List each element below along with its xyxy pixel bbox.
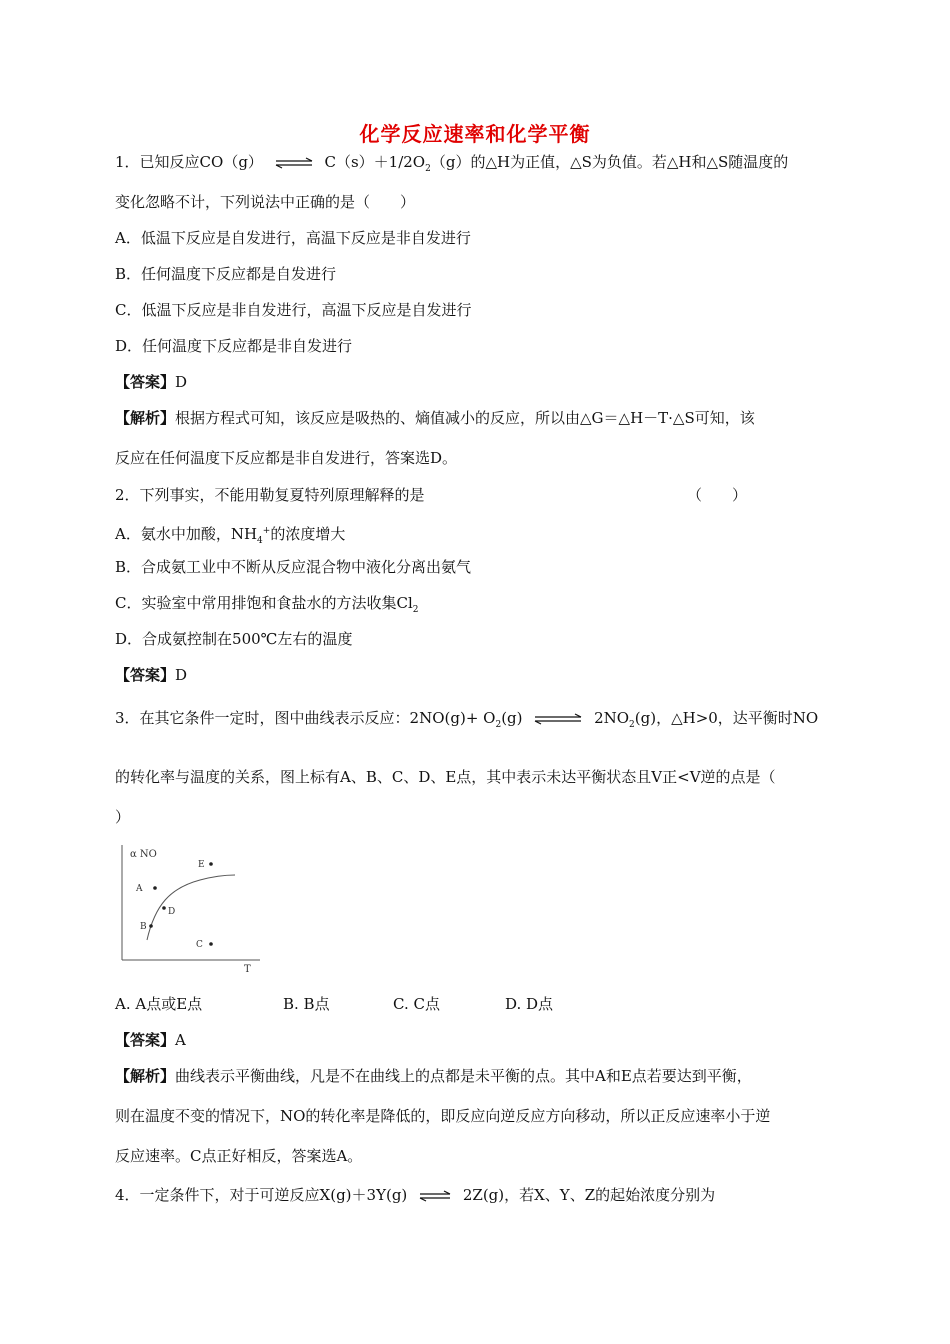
point-a bbox=[153, 886, 157, 890]
q2-option-d: D．合成氨控制在500℃左右的温度 bbox=[115, 630, 353, 648]
q2-option-b: B．合成氨工业中不断从反应混合物中液化分离出氨气 bbox=[115, 558, 472, 576]
point-e-label: E bbox=[198, 860, 205, 870]
q3-answer: 【答案】A bbox=[115, 1031, 186, 1049]
q1-analysis-line1: 【解析】根据方程式可知，该反应是吸热的、熵值减小的反应，所以由△G＝△H－T·△S可知，该 bbox=[115, 409, 755, 427]
q3-stem-line2: 的转化率与温度的关系，图上标有A、B、C、D、E点，其中表示未达平衡状态且V正<V逆的点是（ bbox=[115, 768, 776, 786]
q3-analysis-line1: 【解析】曲线表示平衡曲线，凡是不在曲线上的点都是未平衡的点。其中A和E点若要达到平衡， bbox=[115, 1067, 752, 1085]
x-axis-label: T bbox=[244, 964, 251, 975]
q2-option-a: A．氨水中加酸，$NH_4^+$的浓度增大 bbox=[115, 525, 346, 546]
point-b-label: B bbox=[140, 922, 147, 932]
point-d-label: D bbox=[168, 907, 176, 917]
q3-stem-line3: ） bbox=[115, 808, 131, 826]
q3-analysis-line3: 反应速率。C点正好相反，答案选A。 bbox=[115, 1147, 363, 1165]
equilibrium-arrow-icon bbox=[274, 157, 314, 169]
q1-option-b: B．任何温度下反应都是自发进行 bbox=[115, 265, 337, 283]
point-e bbox=[209, 862, 213, 866]
q1-option-c: C．低温下反应是非自发进行，高温下反应是自发进行 bbox=[115, 301, 472, 319]
q1-analysis-line2: 反应在任何温度下反应都是非自发进行，答案选D。 bbox=[115, 449, 458, 467]
point-a-label: A bbox=[136, 884, 143, 894]
conversion-temperature-graph bbox=[110, 840, 270, 975]
q1-stem-line1: 1．已知反应CO（g） $C(s)+1/2O_2(g)$的△H为正值，△S为负值。若△H和△S随温度的 bbox=[115, 153, 789, 174]
point-b bbox=[149, 924, 153, 928]
q2-stem: 2．下列事实，不能用勒复夏特列原理解释的是 （ ） bbox=[115, 486, 747, 504]
equilibrium-arrow-icon bbox=[533, 713, 583, 725]
point-c bbox=[209, 942, 213, 946]
equilibrium-arrow-icon bbox=[418, 1190, 452, 1202]
q3-choice-b: B. B点 bbox=[283, 995, 330, 1013]
q1-answer: 【答案】D bbox=[115, 373, 188, 391]
equilibrium-curve bbox=[147, 875, 235, 940]
point-c-label: C bbox=[196, 940, 203, 950]
y-axis-label: α NO bbox=[130, 849, 157, 860]
q2-answer: 【答案】D bbox=[115, 666, 188, 684]
q3-stem-line1: 3．在其它条件一定时，图中曲线表示反应：$2NO(g)+ O_2(g)$ $2NO_2(g)$，△H>0，达平衡时NO bbox=[115, 709, 819, 730]
q3-choices bbox=[115, 994, 553, 1014]
point-d bbox=[162, 906, 166, 910]
page-title: 化学反应速率和化学平衡 bbox=[359, 122, 591, 146]
q3-analysis-line2: 则在温度不变的情况下，NO的转化率是降低的，即反应向逆反应方向移动，所以正反应速率小于逆 bbox=[115, 1107, 771, 1125]
q4-stem-line1: 4．一定条件下，对于可逆反应X(g)＋3Y(g) 2Z(g)，若X、Y、Z的起始浓度分别为 bbox=[115, 1186, 716, 1204]
q3-choice-d: D. D点 bbox=[505, 995, 554, 1013]
q2-option-c: C．实验室中常用排饱和食盐水的方法收集$Cl_2$ bbox=[115, 594, 419, 615]
q1-stem-line2: 变化忽略不计，下列说法中正确的是（ ） bbox=[115, 193, 416, 211]
q1-option-a: A．低温下反应是自发进行，高温下反应是非自发进行 bbox=[115, 229, 471, 247]
q3-choice-a: A. A点或E点 bbox=[115, 995, 203, 1013]
q3-choice-c: C. C点 bbox=[393, 995, 440, 1013]
q1-option-d: D．任何温度下反应都是非自发进行 bbox=[115, 337, 353, 355]
